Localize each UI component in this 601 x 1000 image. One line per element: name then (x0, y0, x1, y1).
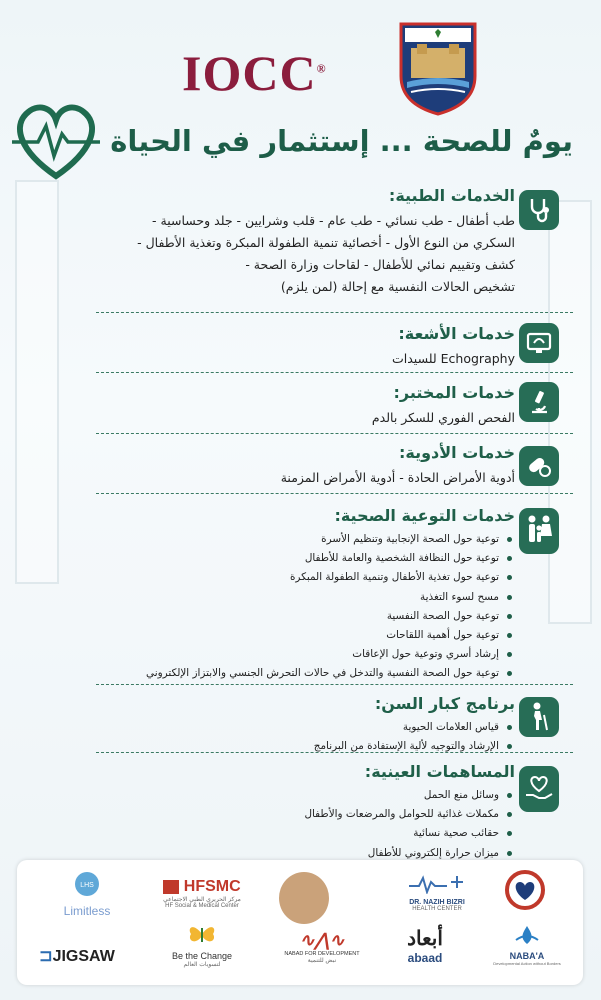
section-title: الخدمات الطبية: (388, 186, 515, 205)
list-item: توعية حول أهمية اللقاحات (92, 626, 499, 645)
list-item: إرشاد أسري وتوعية حول الإعاقات (92, 645, 499, 664)
abaad-logo: أبعاد abaad (407, 928, 443, 965)
list-item: مسح لسوء التغذية (92, 588, 499, 607)
list-item: توعية حول تغذية الأطفال وتنمية الطفولة المبكرة (92, 568, 499, 587)
nabaa-logo: NABA'A Developmental Action without Borders (492, 924, 562, 966)
list-item: توعية حول الصحة النفسية (92, 607, 499, 626)
donations-list (92, 786, 515, 863)
service-line: كشف وتقييم نمائي للأطفال - لقاحات وزارة الصحة - (245, 257, 515, 272)
list-item: مكملات غذائية للحوامل والمرضعات والأطفال (92, 805, 499, 824)
be-the-change-logo: Be the Change لتسويات العالم (157, 922, 247, 968)
list-item: الإرشاد والتوجيه لألية الإستفادة من البرنامج (92, 737, 499, 756)
bizri-health-center-logo: DR. NAZIH BIZRI HEALTH CENTER (397, 874, 477, 912)
section-title: برنامج كبار السن: (374, 694, 515, 713)
section-title: خدمات التوعية الصحية: (334, 506, 515, 525)
section-divider (96, 752, 573, 753)
section-title: خدمات الأدوية: (399, 443, 515, 462)
radiology-section (92, 324, 515, 370)
nabad-logo: ∿⋀∿ NABAD FOR DEVELOPMENT نبض للتنمية (284, 930, 360, 964)
service-line: الفحص الفوري للسكر بالدم (371, 410, 515, 425)
svg-text:LHS: LHS (80, 882, 94, 889)
family-icon (519, 508, 559, 554)
list-item: وسائل منع الحمل (92, 786, 499, 805)
header (0, 0, 601, 170)
section-title: المساهمات العينية: (364, 762, 515, 781)
medicine-section (92, 443, 515, 489)
microscope-icon (519, 382, 559, 422)
pills-icon (519, 446, 559, 486)
service-line: طب أطفال - طب نسائي - طب عام - قلب وشرايين - جلد وحساسية - (152, 213, 515, 228)
list-item: توعية حول الصحة النفسية والتدخل في حالات التحرش الجنسي والابتزاز الإلكتروني (92, 664, 499, 683)
list-item: قياس العلامات الحيوية (92, 718, 499, 737)
section-title: خدمات المختبر: (393, 383, 515, 402)
list-item: ميزان حرارة إلكتروني للأطفال (92, 844, 499, 863)
stethoscope-icon (519, 190, 559, 230)
service-line: أدوية الأمراض الحادة - أدوية الأمراض المزمنة (280, 470, 515, 485)
service-line: Echography للسيدات (392, 351, 515, 366)
donations-section (92, 762, 515, 863)
municipality-crest-icon (397, 16, 479, 116)
butterfly-icon (187, 922, 217, 946)
photo-portrait-logo (279, 872, 329, 924)
sponsors-panel (17, 860, 583, 985)
hfsmc-logo: HFSMC مركز الحريري الطبي الاجتماعي HF Social & Medical Center (163, 878, 241, 909)
pulse-icon (407, 874, 467, 894)
water-drop-icon (512, 924, 542, 946)
service-line: السكري من النوع الأول - أخصائية تنمية الطفولة المبكرة وتغذية الأطفال - (137, 235, 515, 250)
red-circle-heart-logo (505, 870, 545, 910)
elderly-list (92, 718, 515, 756)
list-item: توعية حول النظافة الشخصية والعامة للأطفال (92, 549, 499, 568)
iocc-logo: IOCC® (182, 45, 327, 101)
elderly-program-section (92, 694, 515, 756)
lab-section (92, 383, 515, 429)
health-awareness-section (92, 506, 515, 684)
section-divider (96, 433, 573, 434)
heart-hand-icon (519, 766, 559, 812)
limitless-logo: LHS Limitless (47, 870, 127, 918)
awareness-list (92, 530, 515, 684)
monitor-icon (519, 323, 559, 363)
list-item: توعية حول الصحة الإنجابية وتنظيم الأسرة (92, 530, 499, 549)
list-item: حقائب صحية نسائية (92, 824, 499, 843)
section-divider (96, 684, 573, 685)
section-divider (96, 372, 573, 373)
section-title: خدمات الأشعة: (398, 324, 515, 343)
lhs-heart-icon (69, 870, 105, 898)
jigsaw-logo: ⊐JIGSAW (39, 948, 115, 965)
page-title: يومٌ للصحة ... إستثمار في الحياة (110, 124, 573, 158)
medical-services-section (92, 186, 515, 298)
section-divider (96, 493, 573, 494)
service-line: تشخيص الحالات النفسية مع إحالة (لمن يلزم) (280, 279, 515, 294)
section-divider (96, 312, 573, 313)
elderly-icon (519, 697, 559, 737)
